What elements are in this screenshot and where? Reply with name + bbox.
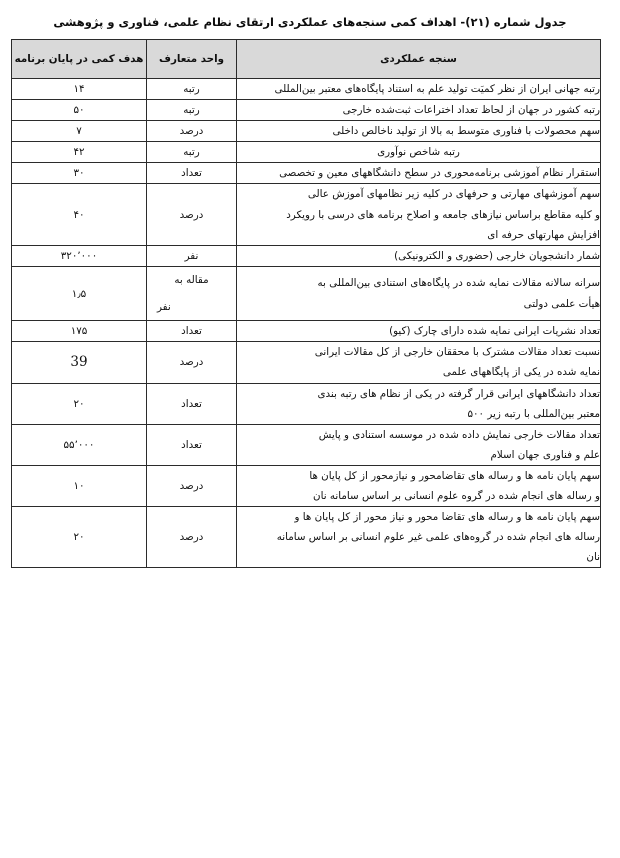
column-header-target: هدف کمی در پایان برنامه [12, 40, 147, 79]
table-body [12, 79, 601, 568]
indicator-text-line: و کلیه مقاطع براساس نیازهای جامعه و اصلاح برنامه های درسی با رویکرد [286, 208, 600, 221]
indicator-text-line: علم و فناوری جهان اسلام [490, 448, 600, 461]
table-row [12, 342, 601, 383]
indicator-text-line: تعداد نشریات ایرانی نمایه شده دارای چارک (کیو) [389, 325, 600, 338]
indicator-text-line: استقرار نظام آموزشی برنامه‌محوری در سطح دانشگاههای معین و تخصصی [279, 167, 600, 180]
table-row [12, 383, 601, 424]
cell-target-value: ۱۰ [12, 465, 147, 506]
table-row [12, 142, 601, 163]
cell-target-value: ۲۰ [12, 507, 147, 568]
table-row [12, 245, 601, 266]
cell-indicator [237, 184, 601, 245]
table-header [12, 40, 601, 79]
cell-target-value: ۴۲ [12, 142, 147, 163]
cell-target-value: ۴۰ [12, 184, 147, 245]
table-row [12, 321, 601, 342]
indicator-text-line: تعداد مقالات خارجی نمایش داده شده در موسسه استنادی و پایش [318, 428, 600, 441]
indicator-text-line: نان [586, 551, 600, 564]
table-row [12, 266, 601, 321]
indicator-text-line: هیأت علمی دولتی [523, 297, 600, 310]
table-row [12, 79, 601, 100]
table-row [12, 163, 601, 184]
cell-target-value: ۲۰ [12, 383, 147, 424]
page-title: جدول شماره (۲۱)- اهداف کمی سنجه‌های عملکردی ارتقای نظام علمی، فناوری و پژوهشی [53, 15, 567, 29]
cell-indicator [237, 321, 601, 342]
indicator-text-line: نمایه شده در یکی از پایگاههای علمی [442, 366, 600, 379]
indicator-text-line: رتبه جهانی ایران از نظر کمیَت تولید علم به استناد پایگاه‌های معتبر بین‌المللی [274, 83, 600, 96]
indicator-text-line: سهم محصولات با فناوری متوسط به بالا از تولید ناخالص داخلی [332, 125, 600, 138]
cell-unit: تعداد [147, 383, 237, 424]
indicator-text-line: افزایش مهارتهای حرفه ای [487, 228, 600, 241]
cell-indicator [237, 121, 601, 142]
cell-target-value: ۷ [12, 121, 147, 142]
table-header-row [12, 40, 601, 79]
column-header-unit: واحد متعارف [147, 40, 237, 79]
cell-indicator [237, 245, 601, 266]
cell-unit: رتبه [147, 79, 237, 100]
cell-target-value: ۵۵٬۰۰۰ [12, 424, 147, 465]
cell-indicator [237, 465, 601, 506]
cell-indicator [237, 100, 601, 121]
table-row [12, 121, 601, 142]
cell-indicator [237, 342, 601, 383]
cell-indicator [237, 79, 601, 100]
indicator-text-line: سهم پایان نامه ها و رساله های تقاضامحور و نیازمحور از کل پایان ها [309, 469, 600, 482]
cell-indicator [237, 266, 601, 321]
indicator-text-line: رساله های انجام شده در گروه‌های علمی غیر علوم انسانی بر اساس سامانه [276, 531, 600, 544]
cell-indicator [237, 163, 601, 184]
cell-unit: رتبه [147, 142, 237, 163]
cell-indicator [237, 383, 601, 424]
cell-target-value: ۳۲۰٬۰۰۰ [12, 245, 147, 266]
cell-unit: رتبه [147, 100, 237, 121]
indicator-text-line: و رساله های انجام شده در گروه علوم انسانی بر اساس سامانه نان [313, 489, 600, 502]
table-row [12, 465, 601, 506]
indicator-text-line: سهم آموزشهای مهارتی و حرفهای در کلیه زیر نظامهای آموزش عالی [307, 188, 600, 201]
cell-unit: درصد [147, 121, 237, 142]
cell-indicator [237, 424, 601, 465]
cell-unit: درصد [147, 507, 237, 568]
cell-target-value: ۱۷۵ [12, 321, 147, 342]
cell-unit: درصد [147, 465, 237, 506]
indicator-text-line: معتبر بین‌المللی با رتبه زیر ۵۰۰ [467, 407, 600, 420]
cell-unit: درصد [147, 342, 237, 383]
indicator-text-line: تعداد دانشگاههای ایرانی قرار گرفته در یکی از نظام های رتبه بندی [317, 387, 600, 400]
indicator-text-line: شمار دانشجویان خارجی (حضوری و الکترونیکی) [394, 249, 600, 262]
column-header-indicator: سنجه عملکردی [237, 40, 601, 79]
cell-target-value: 39 [12, 342, 147, 383]
table-row [12, 100, 601, 121]
cell-target-value: ۵۰ [12, 100, 147, 121]
table-container [0, 39, 620, 568]
indicator-text-line: رتبه شاخص نوآوری [377, 146, 460, 159]
performance-indicators-table [11, 39, 601, 568]
unit-text-line: مقاله به [174, 273, 209, 286]
table-row [12, 184, 601, 245]
cell-unit: درصد [147, 184, 237, 245]
cell-unit: تعداد [147, 321, 237, 342]
cell-unit: تعداد [147, 424, 237, 465]
cell-unit: تعداد [147, 163, 237, 184]
indicator-text-line: رتبه کشور در جهان از لحاظ تعداد اختراعات ثبت‌شده خارجی [342, 104, 600, 117]
cell-unit [147, 266, 237, 321]
cell-indicator [237, 142, 601, 163]
unit-text-line: نفر [157, 300, 171, 313]
cell-target-value: ۱۴ [12, 79, 147, 100]
cell-indicator [237, 507, 601, 568]
table-row [12, 507, 601, 568]
cell-target-value: ۱٫۵ [12, 266, 147, 321]
table-row [12, 424, 601, 465]
cell-unit: نفر [147, 245, 237, 266]
indicator-text-line: سرانه سالانه مقالات نمایه شده در پایگاه‌های استنادی بین‌المللی به [317, 277, 600, 290]
indicator-text-line: سهم پایان نامه ها و رساله های تقاضا محور و نیاز محور از کل پایان ها و [294, 511, 600, 524]
cell-target-value: ۳۰ [12, 163, 147, 184]
indicator-text-line: نسبت تعداد مقالات مشترک با محققان خارجی از کل مقالات ایرانی [314, 346, 600, 359]
